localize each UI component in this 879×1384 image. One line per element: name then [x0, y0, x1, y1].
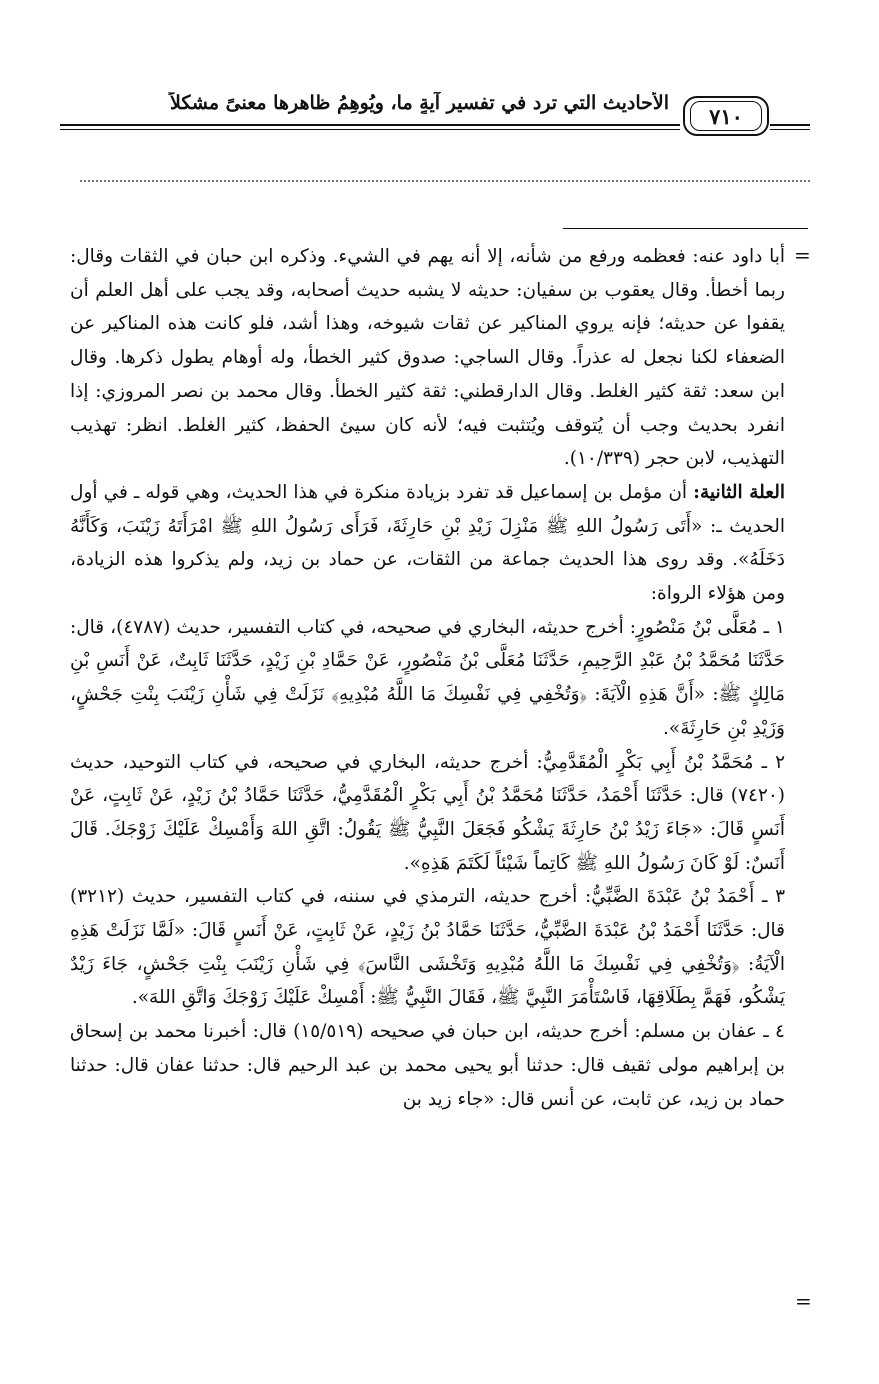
footnote-rule — [563, 228, 808, 229]
paragraph-lead: العلة الثانية: — [693, 481, 785, 503]
page-number: ٧١٠ — [690, 101, 762, 131]
continuation-mark-top: = — [794, 243, 811, 267]
footnote-paragraph — [70, 746, 785, 881]
page-number-frame — [683, 96, 769, 136]
header-rule-left — [60, 124, 680, 126]
footnote-paragraph — [70, 880, 785, 1015]
footnote-paragraph — [70, 476, 785, 611]
paragraph-text: أن مؤمل بن إسماعيل قد تفرد بزيادة منكرة في هذا الحديث، وهي قوله ـ في أول الحديث ـ: «أَتَى رَسُولُ اللهِ ﷺ مَنْزِلَ زَيْدِ بْنِ حَارِثَةَ، فَرَأَى رَسُولُ اللهِ ﷺ امْرَأَتَهُ زَيْنَبَ، وَكَأَنَّهُ دَخَلَهُ». وقد روى هذا الحديث جماعة من الثقات، عن حماد بن زيد، ولم يذكروا هذه الزيادة، ومن هؤلاء الرواة: — [70, 481, 785, 605]
continuation-mark-bottom: = — [795, 1289, 812, 1313]
paragraph-text: أبا داود عنه: فعظمه ورفع من شأنه، إلا أنه يهم في الشيء. وذكره ابن حبان في الثقات وقال: ربما أخطأ. وقال يعقوب بن سفيان: حديثه لا يشبه حديث أصحابه، وقد يجب على أهل العلم أن يقفوا عن حديثه؛ فإنه يروي المناكير عن ثقات شيوخه، وهذا أشد، فلو كانت هذه المناكير عن الضعفاء لكنا نجعل له عذراً. وقال الساجي: صدوق كثير الخطأ، وله أوهام يطول ذكرها. وقال ابن سعد: ثقة كثير الغلط. وقال الدارقطني: ثقة كثير الخطأ. وقال محمد بن نصر المروزي: إذا انفرد بحديث وجب أن يُتوقف ويُتثبت فيه؛ لأنه كان سيئ الحفظ، كثير الغلط. انظر: تهذيب التهذيب، لابن حجر (١٠/٣٣٩). — [70, 246, 785, 470]
paragraph-text: ١ ـ مُعَلَّى بْنُ مَنْصُورٍ: أخرج حديثه، البخاري في صحيحه، في كتاب التفسير، حديث (٤٧٨٧)، قال: حَدَّثَنَا مُحَمَّدُ بْنُ عَبْدِ الرَّحِيمِ، حَدَّثَنَا مُعَلَّى بْنُ مَنْصُورٍ، عَنْ حَمَّادِ بْنِ زَيْدٍ، حَدَّثَنَا ثَابِتٌ، عَنْ أَنَسِ بْنِ مَالِكٍ ﷺ: «أَنَّ هَذِهِ الْآيَةَ: ﴿وَتُخْفِي فِي نَفْسِكَ مَا اللَّهُ مُبْدِيهِ﴾ نَزَلَتْ فِي شَأْنِ زَيْنَبَ بِنْتِ جَحْشٍ، وَزَيْدِ بْنِ حَارِثَةَ». — [70, 616, 785, 739]
footnote-paragraph — [70, 1015, 785, 1116]
dotted-separator — [80, 180, 810, 182]
paragraph-text: ٣ ـ أَحْمَدُ بْنُ عَبْدَةَ الضَّبِّيُّ: أخرج حديثه، الترمذي في سننه، في كتاب التفسير، حديث (٣٢١٢) قال: حَدَّثَنَا أَحْمَدُ بْنُ عَبْدَةَ الضَّبِّيُّ، حَدَّثَنَا حَمَّادُ بْنُ زَيْدٍ، عَنْ ثَابِتٍ، عَنْ أَنَسٍ قَالَ: «لَمَّا نَزَلَتْ هَذِهِ الْآيَةُ: ﴿وَتُخْفِي فِي نَفْسِكَ مَا اللَّهُ مُبْدِيهِ وَتَخْشَى النَّاسَ﴾ فِي شَأْنِ زَيْنَبَ بِنْتِ جَحْشٍ، جَاءَ زَيْدٌ يَشْكُو، فَهَمَّ بِطَلَاقِهَا، فَاسْتَأْمَرَ النَّبِيَّ ﷺ، فَقَالَ النَّبِيُّ ﷺ: أَمْسِكْ عَلَيْكَ زَوْجَكَ وَاتَّقِ اللهَ». — [70, 886, 785, 1009]
running-title: الأحاديث التي ترد في تفسير آيةٍ ما، ويُوهِمُ ظاهرها معنىً مشكلاً — [170, 92, 669, 114]
paragraph-text: ٢ ـ مُحَمَّدُ بْنُ أَبِي بَكْرٍ الْمُقَدَّمِيُّ: أخرج حديثه، البخاري في صحيحه، في كتاب التوحيد، حديث (٧٤٢٠) قال: حَدَّثَنَا أَحْمَدُ، حَدَّثَنَا مُحَمَّدُ بْنُ أَبِي بَكْرٍ الْمُقَدَّمِيُّ، حَدَّثَنَا حَمَّادُ بْنُ زَيْدٍ، عَنْ ثَابِتٍ، عَنْ أَنَسٍ قَالَ: «جَاءَ زَيْدُ بْنُ حَارِثَةَ يَشْكُو فَجَعَلَ النَّبِيُّ ﷺ يَقُولُ: اتَّقِ اللهَ وَأَمْسِكْ عَلَيْكَ زَوْجَكَ. قَالَ أَنَسٌ: لَوْ كَانَ رَسُولُ اللهِ ﷺ كَاتِماً شَيْئاً لَكَتَمَ هَذِهِ». — [70, 751, 785, 874]
paragraph-text: ٤ ـ عفان بن مسلم: أخرج حديثه، ابن حبان في صحيحه (١٥/٥١٩) قال: أخبرنا محمد بن إسحاق بن إبراهيم مولى ثقيف قال: حدثنا أبو يحيى محمد بن عبد الرحيم قال: حدثنا عفان قال: حدثنا حماد بن زيد، عن ثابت، عن أنس قال: «جاء زيد بن — [70, 1021, 785, 1110]
header-rule-right — [770, 124, 810, 126]
footnote-paragraph — [70, 611, 785, 746]
footnote-text — [70, 240, 785, 1320]
footnote-paragraph — [70, 240, 785, 476]
